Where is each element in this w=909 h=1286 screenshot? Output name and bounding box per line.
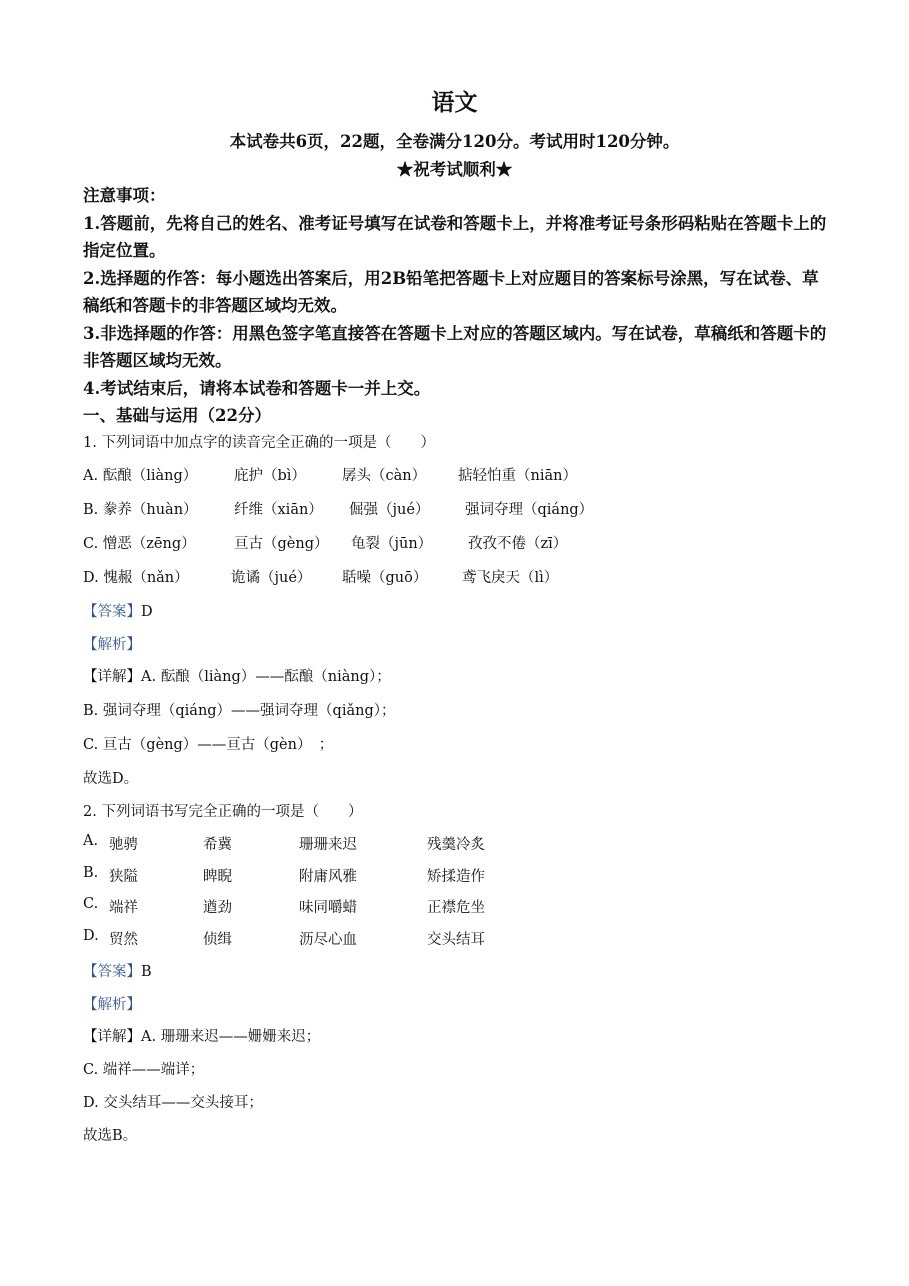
detail-line: C. 亘古（gèng）——亘古（gèn） ； — [83, 737, 334, 753]
q2-option-cell: 贸然 — [109, 932, 138, 948]
q2-option-cell: 矫揉造作 — [427, 869, 485, 885]
q2-option-cell: 驰骋 — [109, 837, 138, 853]
notice-item: 2.选择题的作答：每小题选出答案后，用2B铅笔把答题卡上对应题目的答案标号涂黑，写在试卷、草稿纸和答题卡的非答题区域均无效。 — [83, 268, 819, 315]
q2-option-cell: 希冀 — [203, 837, 232, 853]
answer-value: B — [141, 964, 152, 980]
section-heading: 一、基础与运用（22分） — [83, 406, 271, 425]
q1-option-cell: D. 愧赧（nǎn） — [83, 570, 189, 586]
answer-tag: 【答案】 — [83, 604, 141, 620]
answer-tag: 【答案】 — [83, 964, 141, 980]
q1-option-cell: B. 豢养（huàn） — [83, 502, 198, 518]
q2-option-cell: 狭隘 — [109, 869, 138, 885]
q2-option-cell: 侦缉 — [203, 932, 232, 948]
answer-line — [83, 600, 153, 621]
q1-option-cell: 诡谲（jué） — [231, 570, 312, 586]
analysis-tag: 【解析】 — [83, 637, 141, 653]
page-title: 语文 — [431, 89, 478, 116]
q1-option-cell: 鸢飞戾天（lì） — [462, 570, 559, 586]
q1-option-cell: 掂轻怕重（niān） — [458, 468, 577, 484]
q2-option-cell: 端祥 — [109, 900, 138, 916]
q1-option-cell: A. 酝酿（liàng） — [83, 468, 198, 484]
notice-heading: 注意事项： — [83, 186, 166, 205]
q2-option-cell: 残羹冷炙 — [427, 837, 485, 853]
detail-line: 故选D。 — [83, 771, 139, 787]
detail-line: 故选B。 — [83, 1128, 138, 1144]
detail-tag: 【详解】 — [83, 1029, 141, 1045]
q2-option-cell: 珊珊来迟 — [299, 837, 357, 853]
q1-option-cell: 倔强（jué） — [349, 502, 430, 518]
detail-line: C. 端祥——端详； — [83, 1062, 205, 1078]
q2-option-cell: 附庸风雅 — [299, 869, 357, 885]
q1-option-cell: C. 憎恶（zēng） — [83, 536, 196, 552]
analysis-tag: 【解析】 — [83, 997, 141, 1013]
q2-option-letter: D. — [83, 928, 99, 944]
notice-item: 3.非选择题的作答：用黑色签字笔直接答在答题卡上对应的答题区域内。写在试卷，草稿纸和答题卡的非答题区域均无效。 — [83, 323, 827, 370]
answer-value: D — [141, 604, 153, 620]
notice-item: 4.考试结束后，请将本试卷和答题卡一并上交。 — [83, 378, 431, 398]
detail-line — [83, 665, 391, 686]
q2-option-letter: C. — [83, 896, 99, 912]
q2-option-cell: 沥尽心血 — [299, 932, 357, 948]
q2-option-letter: B. — [83, 865, 99, 881]
detail-line: D. 交头结耳——交头接耳； — [83, 1095, 263, 1111]
q2-option-cell: 睥睨 — [203, 869, 232, 885]
q1-option-cell: 孱头（càn） — [342, 468, 427, 484]
detail-line: B. 强词夺理（qiáng）——强词夺理（qiǎng）； — [83, 703, 396, 719]
question-stem: 1. 下列词语中加点字的读音完全正确的一项是（ ） — [83, 435, 435, 451]
q2-option-cell: 正襟危坐 — [427, 900, 485, 916]
q2-option-letter: A. — [83, 833, 99, 849]
q2-option-cell: 交头结耳 — [427, 932, 485, 948]
detail-text: A. 珊珊来迟——姗姗来迟； — [141, 1029, 321, 1045]
exam-wish: ★祝考试顺利★ — [396, 160, 513, 179]
q1-option-cell: 亘古（gèng） — [234, 536, 329, 552]
q1-option-cell: 庇护（bì） — [234, 468, 306, 484]
q1-option-cell: 龟裂（jūn） — [351, 536, 433, 552]
notice-item: 1.答题前，先将自己的姓名、准考证号填写在试卷和答题卡上，并将准考证号条形码粘贴在答题卡上的指定位置。 — [83, 213, 827, 260]
detail-tag: 【详解】 — [83, 669, 141, 685]
question-stem: 2. 下列词语书写完全正确的一项是（ ） — [83, 804, 363, 820]
notice-block — [83, 182, 828, 402]
q2-option-cell: 遒劲 — [203, 900, 232, 916]
detail-line — [83, 1025, 320, 1046]
answer-line — [83, 960, 152, 981]
q2-option-cell: 味同嚼蜡 — [299, 900, 357, 916]
detail-text: A. 酝酿（liàng）——酝酿（niàng）； — [141, 669, 391, 685]
q1-option-cell: 纤维（xiān） — [234, 502, 323, 518]
exam-info: 本试卷共6页，22题，全卷满分120分。考试用时120分钟。 — [229, 132, 680, 151]
q1-option-cell: 孜孜不倦（zī） — [468, 536, 568, 552]
q1-option-cell: 聒噪（guō） — [342, 570, 428, 586]
q1-option-cell: 强词夺理（qiáng） — [465, 502, 594, 518]
